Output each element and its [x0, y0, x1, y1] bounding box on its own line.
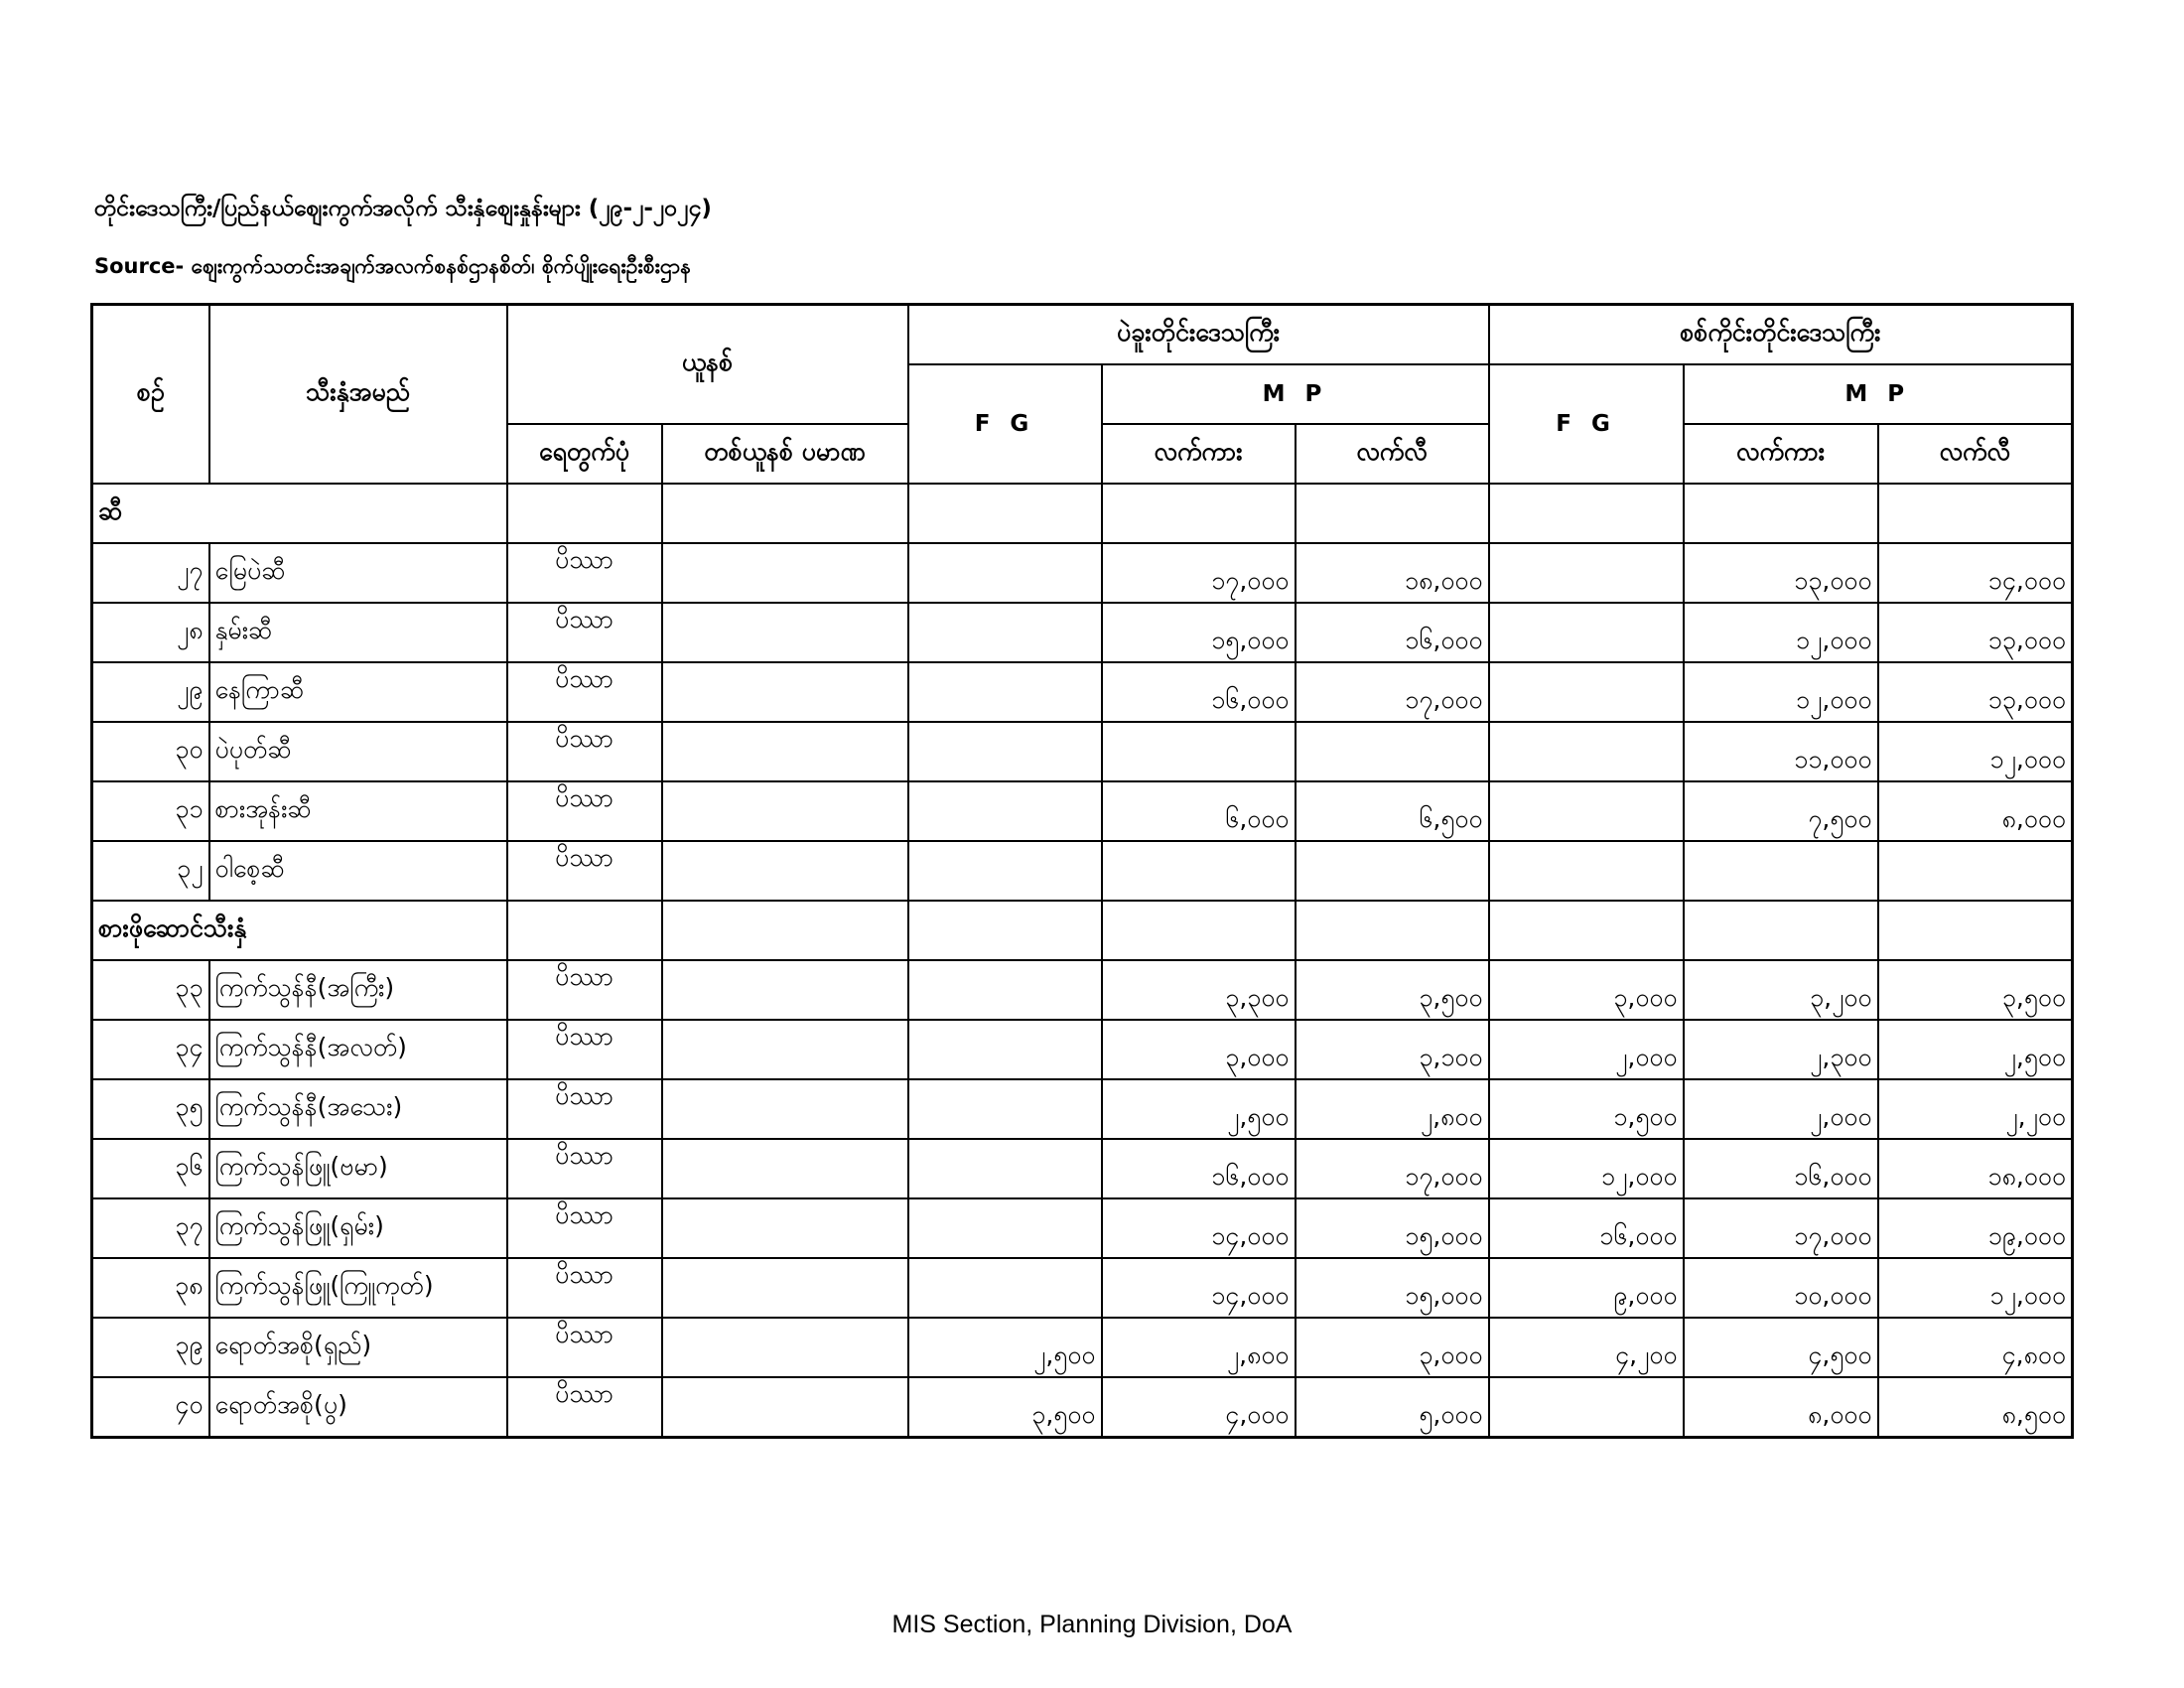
sagaing-retail-price: ၃,၅၀၀ — [1878, 960, 2073, 1020]
sagaing-retail-price: ၁၃,၀၀၀ — [1878, 603, 2073, 662]
sagaing-wholesale-price — [1684, 841, 1878, 901]
empty-cell — [1102, 901, 1296, 960]
header-wholesale: လက်ကား — [1684, 424, 1878, 484]
table-row — [92, 543, 2073, 603]
header-unit: ယူနစ် — [507, 305, 908, 425]
row-number: ၃၀ — [92, 722, 209, 781]
crop-name: စားအုန်းဆီ — [209, 781, 507, 841]
bago-fg-price — [908, 603, 1102, 662]
bago-wholesale-price: ၁၆,၀၀၀ — [1102, 1139, 1296, 1198]
empty-cell — [1684, 484, 1878, 543]
bago-retail-price: ၆,၅၀၀ — [1296, 781, 1489, 841]
bago-retail-price: ၃,၅၀၀ — [1296, 960, 1489, 1020]
unit-local: ပိဿာ — [507, 662, 662, 722]
crop-name: ရောတ်အစို(ရှည်) — [209, 1318, 507, 1377]
unit-local: ပိဿာ — [507, 1318, 662, 1377]
category-label: ဆီ — [92, 484, 507, 543]
row-number: ၂၈ — [92, 603, 209, 662]
unit-local: ပိဿာ — [507, 1079, 662, 1139]
sagaing-retail-price: ၄,၈၀၀ — [1878, 1318, 2073, 1377]
unit-local: ပိဿာ — [507, 781, 662, 841]
sagaing-fg-price: ၃,၀၀၀ — [1489, 960, 1684, 1020]
row-number: ၃၄ — [92, 1020, 209, 1079]
bago-retail-price: ၁၇,၀၀၀ — [1296, 662, 1489, 722]
row-number: ၃၈ — [92, 1258, 209, 1318]
sagaing-fg-price: ၉,၀၀၀ — [1489, 1258, 1684, 1318]
category-row — [92, 901, 2073, 960]
crop-name: နှမ်းဆီ — [209, 603, 507, 662]
empty-cell — [908, 484, 1102, 543]
sagaing-wholesale-price: ၂,၃၀၀ — [1684, 1020, 1878, 1079]
unit-standard — [662, 662, 908, 722]
sagaing-fg-price — [1489, 1377, 1684, 1438]
unit-standard — [662, 1198, 908, 1258]
sagaing-fg-price: ၁,၅၀၀ — [1489, 1079, 1684, 1139]
unit-local: ပိဿာ — [507, 841, 662, 901]
unit-local: ပိဿာ — [507, 1139, 662, 1198]
sagaing-retail-price: ၂,၂၀၀ — [1878, 1079, 2073, 1139]
bago-wholesale-price: ၁၆,၀၀၀ — [1102, 662, 1296, 722]
unit-standard — [662, 603, 908, 662]
table-row — [92, 1258, 2073, 1318]
empty-cell — [1489, 484, 1684, 543]
row-number: ၃၆ — [92, 1139, 209, 1198]
crop-name: ဝါစေ့ဆီ — [209, 841, 507, 901]
table-row — [92, 1377, 2073, 1438]
sagaing-wholesale-price: ၁၁,၀၀၀ — [1684, 722, 1878, 781]
sagaing-retail-price: ၁၈,၀၀၀ — [1878, 1139, 2073, 1198]
unit-standard — [662, 1079, 908, 1139]
bago-fg-price: ၂,၅၀၀ — [908, 1318, 1102, 1377]
sagaing-fg-price: ၄,၂၀၀ — [1489, 1318, 1684, 1377]
sagaing-retail-price: ၁၄,၀၀၀ — [1878, 543, 2073, 603]
bago-retail-price — [1296, 722, 1489, 781]
crop-name: ကြက်သွန်နီ(အသေး) — [209, 1079, 507, 1139]
sagaing-wholesale-price: ၁၂,၀၀၀ — [1684, 662, 1878, 722]
bago-wholesale-price: ၁၄,၀၀၀ — [1102, 1258, 1296, 1318]
sagaing-retail-price: ၁၉,၀၀၀ — [1878, 1198, 2073, 1258]
empty-cell — [1684, 901, 1878, 960]
bago-wholesale-price: ၁၇,၀၀၀ — [1102, 543, 1296, 603]
bago-retail-price — [1296, 841, 1489, 901]
header-region-sagaing: စစ်ကိုင်းတိုင်းဒေသကြီး — [1489, 305, 2073, 365]
unit-local: ပိဿာ — [507, 1258, 662, 1318]
row-number: ၃၁ — [92, 781, 209, 841]
crop-name: ကြက်သွန်ဖြူ(ကြူကုတ်) — [209, 1258, 507, 1318]
header-mp: M P — [1102, 364, 1489, 424]
sagaing-fg-price — [1489, 781, 1684, 841]
sagaing-wholesale-price: ၁၃,၀၀၀ — [1684, 543, 1878, 603]
bago-fg-price: ၃,၅၀၀ — [908, 1377, 1102, 1438]
unit-standard — [662, 1258, 908, 1318]
source-line: Source- ဈေးကွက်သတင်းအချက်အလက်စနစ်ဌာနစိတ်၊ စိုက်ပျိုးရေးဦးစီးဌာန — [94, 254, 692, 278]
crop-name: ကြက်သွန်နီ(အကြီး) — [209, 960, 507, 1020]
bago-wholesale-price: ၃,၀၀၀ — [1102, 1020, 1296, 1079]
header-region-bago: ပဲခူးတိုင်းဒေသကြီး — [908, 305, 1489, 365]
bago-fg-price — [908, 722, 1102, 781]
unit-standard — [662, 722, 908, 781]
table-row — [92, 722, 2073, 781]
header-crop: သီးနှံအမည် — [209, 305, 507, 485]
sagaing-retail-price: ၁၃,၀၀၀ — [1878, 662, 2073, 722]
sagaing-fg-price: ၁၆,၀၀၀ — [1489, 1198, 1684, 1258]
sagaing-wholesale-price: ၁၇,၀၀၀ — [1684, 1198, 1878, 1258]
bago-wholesale-price — [1102, 841, 1296, 901]
bago-retail-price: ၁၆,၀၀၀ — [1296, 603, 1489, 662]
bago-wholesale-price: ၄,၀၀၀ — [1102, 1377, 1296, 1438]
unit-standard — [662, 781, 908, 841]
price-table — [90, 303, 2074, 1439]
row-number: ၂၇ — [92, 543, 209, 603]
bago-fg-price — [908, 1020, 1102, 1079]
crop-name: ကြက်သွန်ဖြူ(ရှမ်း) — [209, 1198, 507, 1258]
crop-name: မြေပဲဆီ — [209, 543, 507, 603]
unit-local: ပိဿာ — [507, 543, 662, 603]
bago-fg-price — [908, 781, 1102, 841]
header-no: စဉ် — [92, 305, 209, 485]
header-unit-local: ရေတွက်ပုံ — [507, 424, 662, 484]
unit-standard — [662, 1139, 908, 1198]
table-row — [92, 960, 2073, 1020]
sagaing-fg-price — [1489, 662, 1684, 722]
sagaing-wholesale-price: ၄,၅၀၀ — [1684, 1318, 1878, 1377]
table-row — [92, 603, 2073, 662]
bago-wholesale-price: ၆,၀၀၀ — [1102, 781, 1296, 841]
sagaing-wholesale-price: ၁၆,၀၀၀ — [1684, 1139, 1878, 1198]
header-unit-standard: တစ်ယူနစ် ပမာဏ — [662, 424, 908, 484]
row-number: ၃၉ — [92, 1318, 209, 1377]
unit-local: ပိဿာ — [507, 1020, 662, 1079]
bago-fg-price — [908, 543, 1102, 603]
sagaing-fg-price — [1489, 722, 1684, 781]
unit-standard — [662, 1020, 908, 1079]
empty-cell — [507, 901, 662, 960]
bago-wholesale-price: ၁၄,၀၀၀ — [1102, 1198, 1296, 1258]
bago-wholesale-price: ၃,၃၀၀ — [1102, 960, 1296, 1020]
header-fg: F G — [1489, 364, 1684, 484]
bago-retail-price: ၃,၁၀၀ — [1296, 1020, 1489, 1079]
sagaing-wholesale-price: ၃,၂၀၀ — [1684, 960, 1878, 1020]
empty-cell — [1878, 484, 2073, 543]
table-row — [92, 1318, 2073, 1377]
empty-cell — [507, 484, 662, 543]
sagaing-wholesale-price: ၂,၀၀၀ — [1684, 1079, 1878, 1139]
sagaing-retail-price: ၁၂,၀၀၀ — [1878, 1258, 2073, 1318]
bago-fg-price — [908, 1198, 1102, 1258]
table-row — [92, 1020, 2073, 1079]
bago-retail-price: ၂,၈၀၀ — [1296, 1079, 1489, 1139]
row-number: ၃၂ — [92, 841, 209, 901]
bago-fg-price — [908, 1139, 1102, 1198]
bago-retail-price: ၁၇,၀၀၀ — [1296, 1139, 1489, 1198]
unit-standard — [662, 841, 908, 901]
sagaing-retail-price: ၈,၀၀၀ — [1878, 781, 2073, 841]
crop-name: ရောတ်အစို(ပွ) — [209, 1377, 507, 1438]
page-title: တိုင်းဒေသကြီး/ပြည်နယ်ဈေးကွက်အလိုက် သီးနှံဈေးနှုန်းများ (၂၉-၂-၂၀၂၄) — [94, 196, 712, 221]
sagaing-wholesale-price: ၁၂,၀၀၀ — [1684, 603, 1878, 662]
empty-cell — [662, 901, 908, 960]
bago-wholesale-price: ၂,၈၀၀ — [1102, 1318, 1296, 1377]
crop-name: နေကြာဆီ — [209, 662, 507, 722]
unit-standard — [662, 543, 908, 603]
bago-fg-price — [908, 1258, 1102, 1318]
sagaing-fg-price — [1489, 603, 1684, 662]
sagaing-retail-price: ၁၂,၀၀၀ — [1878, 722, 2073, 781]
sagaing-wholesale-price: ၇,၅၀၀ — [1684, 781, 1878, 841]
empty-cell — [1878, 901, 2073, 960]
table-row — [92, 1198, 2073, 1258]
unit-local: ပိဿာ — [507, 1377, 662, 1438]
sagaing-fg-price — [1489, 543, 1684, 603]
unit-standard — [662, 1377, 908, 1438]
crop-name: ကြက်သွန်ဖြူ(ဗမာ) — [209, 1139, 507, 1198]
bago-fg-price — [908, 1079, 1102, 1139]
sagaing-wholesale-price: ၁၀,၀၀၀ — [1684, 1258, 1878, 1318]
unit-local: ပိဿာ — [507, 960, 662, 1020]
category-row — [92, 484, 2073, 543]
row-number: ၃၃ — [92, 960, 209, 1020]
header-wholesale: လက်ကား — [1102, 424, 1296, 484]
bago-wholesale-price: ၂,၅၀၀ — [1102, 1079, 1296, 1139]
bago-wholesale-price: ၁၅,၀၀၀ — [1102, 603, 1296, 662]
unit-standard — [662, 1318, 908, 1377]
bago-retail-price: ၃,၀၀၀ — [1296, 1318, 1489, 1377]
empty-cell — [1102, 484, 1296, 543]
header-fg: F G — [908, 364, 1102, 484]
row-number: ၂၉ — [92, 662, 209, 722]
sagaing-fg-price: ၁၂,၀၀၀ — [1489, 1139, 1684, 1198]
bago-fg-price — [908, 662, 1102, 722]
header-retail: လက်လီ — [1878, 424, 2073, 484]
empty-cell — [662, 484, 908, 543]
sagaing-fg-price — [1489, 841, 1684, 901]
row-number: ၄၀ — [92, 1377, 209, 1438]
table-row — [92, 1139, 2073, 1198]
empty-cell — [1296, 901, 1489, 960]
row-number: ၃၇ — [92, 1198, 209, 1258]
bago-retail-price: ၁၅,၀၀၀ — [1296, 1258, 1489, 1318]
unit-local: ပိဿာ — [507, 603, 662, 662]
footer: MIS Section, Planning Division, DoA — [891, 1611, 1293, 1638]
table-row — [92, 1079, 2073, 1139]
crop-name: ပဲပုတ်ဆီ — [209, 722, 507, 781]
header-retail: လက်လီ — [1296, 424, 1489, 484]
bago-retail-price: ၁၅,၀၀၀ — [1296, 1198, 1489, 1258]
bago-retail-price: ၅,၀၀၀ — [1296, 1377, 1489, 1438]
unit-local: ပိဿာ — [507, 1198, 662, 1258]
sagaing-retail-price — [1878, 841, 2073, 901]
bago-fg-price — [908, 841, 1102, 901]
empty-cell — [908, 901, 1102, 960]
empty-cell — [1489, 901, 1684, 960]
category-label: စားဖိုဆောင်သီးနှံ — [92, 901, 507, 960]
table-row — [92, 841, 2073, 901]
table-row — [92, 662, 2073, 722]
header-mp: M P — [1684, 364, 2073, 424]
unit-local: ပိဿာ — [507, 722, 662, 781]
empty-cell — [1296, 484, 1489, 543]
bago-retail-price: ၁၈,၀၀၀ — [1296, 543, 1489, 603]
bago-fg-price — [908, 960, 1102, 1020]
sagaing-wholesale-price: ၈,၀၀၀ — [1684, 1377, 1878, 1438]
sagaing-retail-price: ၈,၅၀၀ — [1878, 1377, 2073, 1438]
table-row — [92, 781, 2073, 841]
unit-standard — [662, 960, 908, 1020]
crop-name: ကြက်သွန်နီ(အလတ်) — [209, 1020, 507, 1079]
row-number: ၃၅ — [92, 1079, 209, 1139]
sagaing-fg-price: ၂,၀၀၀ — [1489, 1020, 1684, 1079]
sagaing-retail-price: ၂,၅၀၀ — [1878, 1020, 2073, 1079]
bago-wholesale-price — [1102, 722, 1296, 781]
